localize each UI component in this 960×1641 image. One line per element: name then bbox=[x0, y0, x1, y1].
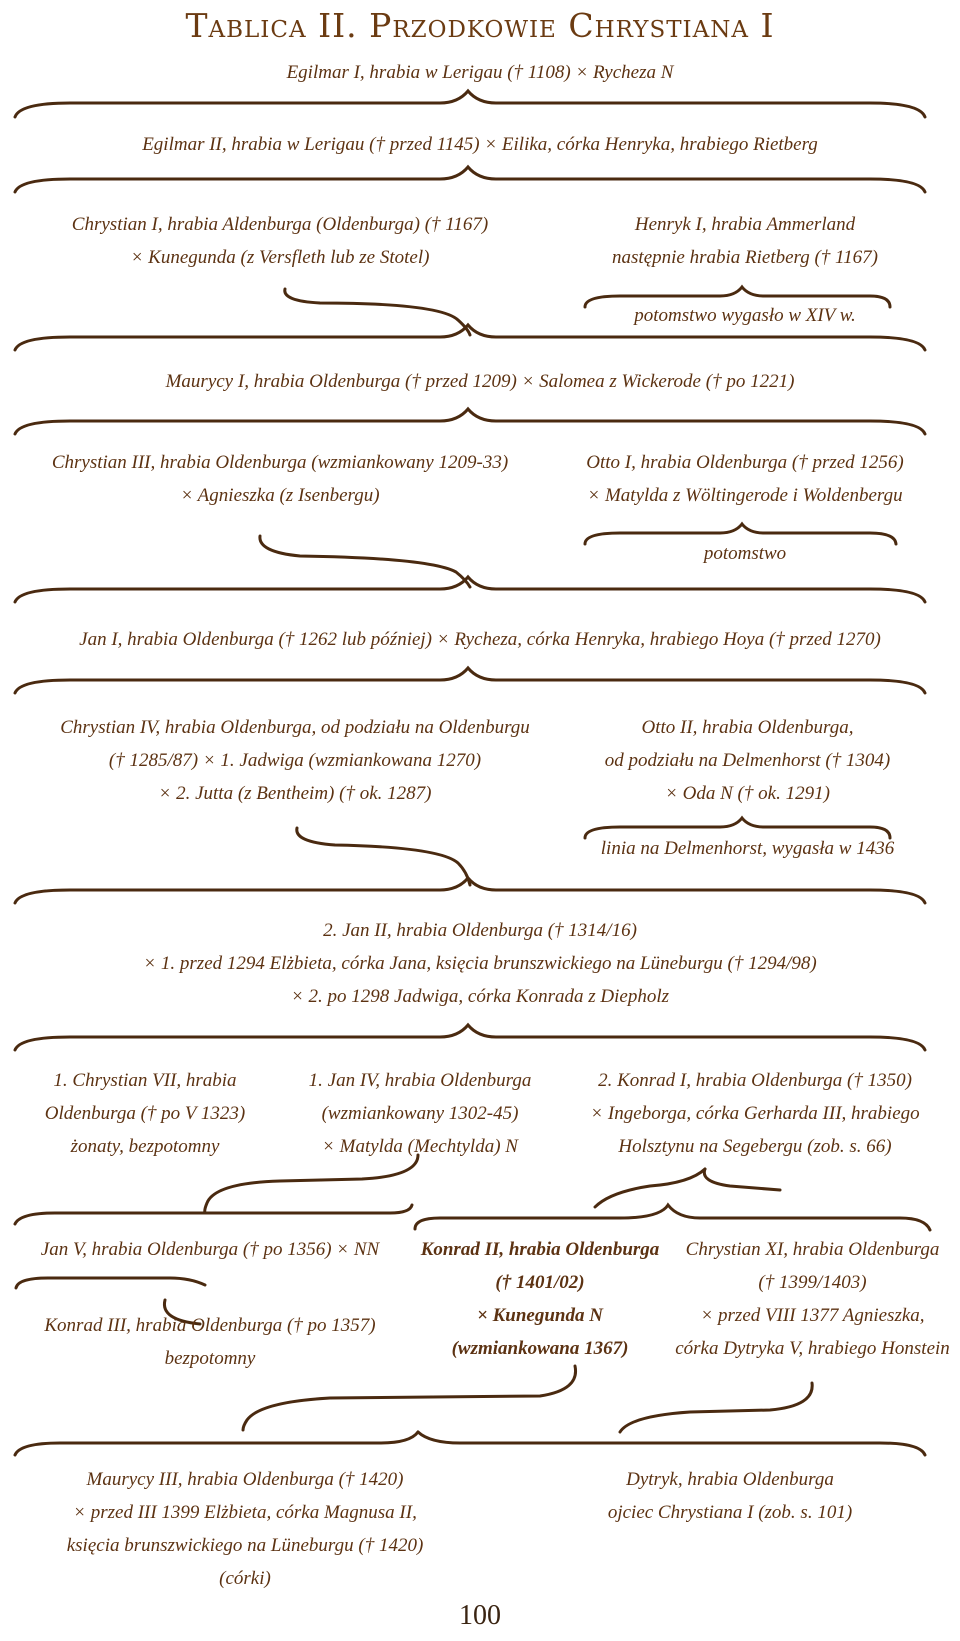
konrad-i-line-2: × Ingeborga, córka Gerharda III, hrabiego bbox=[590, 1103, 920, 1124]
jan-v: Jan V, hrabia Oldenburga († po 1356) × NN bbox=[40, 1239, 380, 1260]
brace-g5-g6 bbox=[15, 577, 925, 602]
chrystian-xi-line-3: × przed VIII 1377 Agnieszka, bbox=[700, 1305, 925, 1326]
dytryk-line-2: ojciec Chrystiana I (zob. s. 101) bbox=[607, 1502, 853, 1523]
chrystian-iv-line-3: × 2. Jutta (z Bentheim) († ok. 1287) bbox=[158, 783, 432, 804]
jan-iv-line-2: (wzmiankowany 1302-45) bbox=[321, 1103, 519, 1124]
konrad-iii-line-1: Konrad III, hrabia Oldenburga († po 1357) bbox=[44, 1315, 376, 1336]
chrystian-iii-line-2: × Agnieszka (z Isenbergu) bbox=[180, 485, 380, 506]
otto-ii-descendants-note: linia na Delmenhorst, wygasła w 1436 bbox=[600, 838, 895, 859]
otto-i-descendants-note: potomstwo bbox=[703, 543, 787, 564]
brace-g4-g5 bbox=[15, 409, 925, 434]
swash-konrad-i-b bbox=[595, 1169, 705, 1207]
chrystian-iii-line-1: Chrystian III, hrabia Oldenburga (wzmiankowany 1209-33) bbox=[51, 452, 509, 473]
otto-i-line-1: Otto I, hrabia Oldenburga († przed 1256) bbox=[586, 452, 904, 473]
konrad-i-line-1: 2. Konrad I, hrabia Oldenburga († 1350) bbox=[598, 1070, 912, 1091]
maurycy-iii-line-3: księcia brunszwickiego na Lüneburgu († 1420) bbox=[66, 1535, 424, 1556]
jan-ii-line-2: × 1. przed 1294 Elżbieta, córka Jana, księcia brunszwickiego na Lüneburgu († 1294/98) bbox=[143, 953, 817, 974]
brace-g6-g7 bbox=[15, 668, 925, 693]
chrystian-iv-line-1: Chrystian IV, hrabia Oldenburga, od podziału na Oldenburgu bbox=[60, 717, 530, 738]
konrad-ii-line-3: × Kunegunda N bbox=[477, 1305, 603, 1326]
chrystian-vii-line-1: 1. Chrystian VII, hrabia bbox=[53, 1070, 237, 1091]
swash-konrad-i bbox=[704, 1169, 780, 1190]
chrystian-i-line-1: Chrystian I, hrabia Aldenburga (Oldenburga) († 1167) bbox=[71, 214, 489, 235]
brace-g8-g9 bbox=[15, 1025, 925, 1050]
egilmar-ii: Egilmar II, hrabia w Lerigau († przed 1145) × Eilika, córka Henryka, hrabiego Rietberg bbox=[142, 134, 818, 155]
chrystian-iv-line-2: († 1285/87) × 1. Jadwiga (wzmiankowana 1270) bbox=[108, 750, 482, 771]
otto-ii-line-2: od podziału na Delmenhorst († 1304) bbox=[604, 750, 891, 771]
chrystian-i-line-2: × Kunegunda (z Versfleth lub ze Stotel) bbox=[130, 247, 430, 268]
maurycy-i: Maurycy I, hrabia Oldenburga († przed 1209) × Salomea z Wickerode († po 1221) bbox=[165, 371, 795, 392]
chrystian-xi-line-4: córka Dytryka V, hrabiego Honstein bbox=[675, 1338, 950, 1359]
jan-i: Jan I, hrabia Oldenburga († 1262 lub później) × Rycheza, córka Henryka, hrabiego Hoya († przed 1270) bbox=[79, 629, 881, 650]
egilmar-i: Egilmar I, hrabia w Lerigau († 1108) × Rycheza N bbox=[286, 62, 674, 83]
konrad-ii-line-4: (wzmiankowana 1367) bbox=[451, 1338, 629, 1359]
konrad-i-line-3: Holsztynu na Segebergu (zob. s. 66) bbox=[618, 1136, 892, 1157]
page-title: Tablica II. Przodkowie Chrystiana I bbox=[185, 6, 775, 45]
maurycy-iii-line-4: (córki) bbox=[219, 1568, 271, 1589]
jan-iv-line-1: 1. Jan IV, hrabia Oldenburga bbox=[308, 1070, 532, 1091]
swash-chrystian-iv bbox=[297, 828, 470, 885]
swash-konrad-ii bbox=[243, 1366, 576, 1430]
jan-ii-line-3: × 2. po 1298 Jadwiga, córka Konrada z Diepholz bbox=[290, 986, 670, 1007]
brace-bottom-right bbox=[418, 1432, 925, 1455]
swash-chrystian-i bbox=[285, 289, 470, 335]
maurycy-iii-line-2: × przed III 1399 Elżbieta, córka Magnusa II, bbox=[73, 1502, 417, 1523]
jan-ii-line-1: 2. Jan II, hrabia Oldenburga († 1314/16) bbox=[323, 920, 637, 941]
brace-g1-g2 bbox=[15, 91, 925, 117]
maurycy-iii-line-1: Maurycy III, hrabia Oldenburga († 1420) bbox=[86, 1469, 404, 1490]
chrystian-vii-line-2: Oldenburga († po V 1323) bbox=[44, 1103, 246, 1124]
henryk-i-line-2: następnie hrabia Rietberg († 1167) bbox=[612, 247, 878, 268]
chrystian-xi-line-1: Chrystian XI, hrabia Oldenburga bbox=[685, 1239, 940, 1260]
jan-iv-line-3: × Matylda (Mechtylda) N bbox=[322, 1136, 518, 1157]
brace-konrad-left bbox=[415, 1205, 930, 1230]
dytryk-line-1: Dytryk, hrabia Oldenburga bbox=[626, 1469, 834, 1490]
henryk-i-line-1: Henryk I, hrabia Ammerland bbox=[634, 214, 856, 235]
brace-bottom-left bbox=[15, 1432, 418, 1455]
chrystian-xi-line-2: († 1399/1403) bbox=[758, 1272, 867, 1293]
swash-chrystian-iii bbox=[260, 536, 470, 587]
swash-jan-iv bbox=[205, 1155, 418, 1213]
otto-ii-line-3: × Oda N († ok. 1291) bbox=[665, 783, 830, 804]
konrad-ii-line-1: Konrad II, hrabia Oldenburga bbox=[420, 1239, 660, 1260]
page-number: 100 bbox=[459, 1600, 501, 1631]
swash-chrystian-xi bbox=[620, 1383, 812, 1432]
brace-jan-v-left bbox=[15, 1205, 412, 1224]
brace-g2-g3 bbox=[15, 167, 925, 192]
otto-i-line-2: × Matylda z Wöltingerode i Woldenbergu bbox=[587, 485, 903, 506]
brace-jan-v-child bbox=[16, 1278, 205, 1288]
konrad-ii-line-2: († 1401/02) bbox=[495, 1272, 585, 1293]
henryk-i-descendants-note: potomstwo wygasło w XIV w. bbox=[634, 305, 856, 326]
konrad-iii-line-2: bezpotomny bbox=[164, 1348, 256, 1369]
chrystian-vii-line-3: żonaty, bezpotomny bbox=[70, 1136, 220, 1157]
otto-ii-line-1: Otto II, hrabia Oldenburga, bbox=[641, 717, 854, 738]
